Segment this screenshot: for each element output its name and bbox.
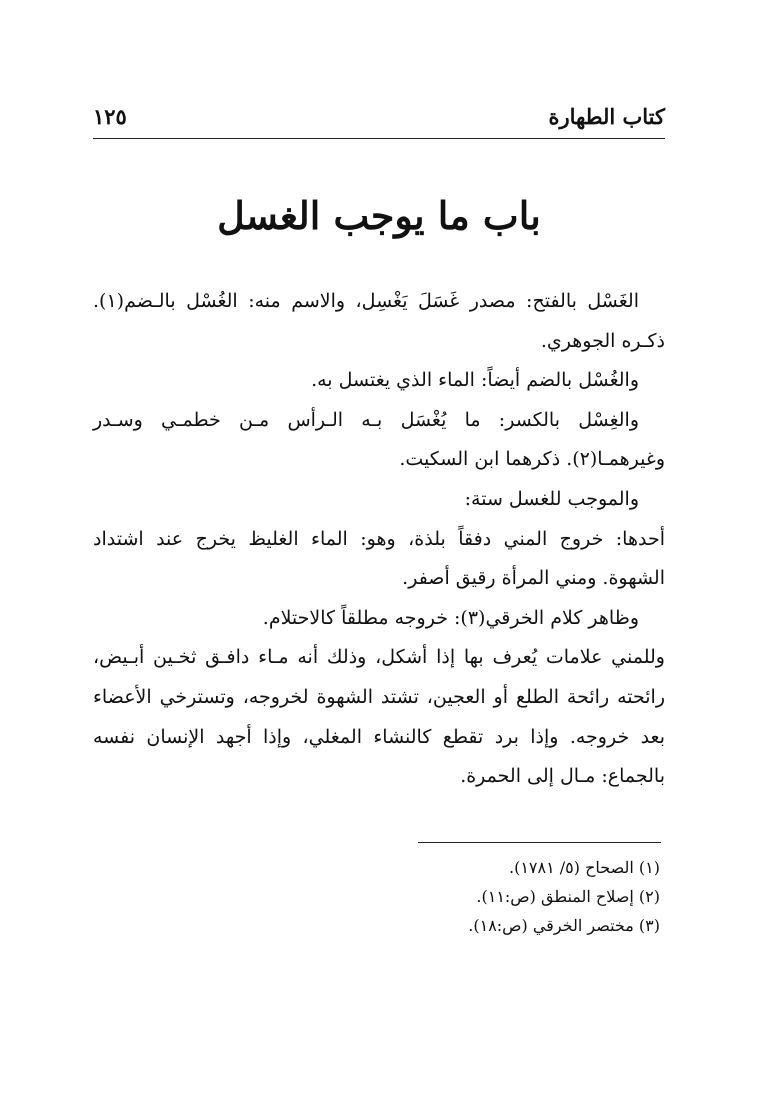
footnote: (١) الصحاح (٥/ ١٧٨١). [508, 858, 660, 877]
paragraph: الغَسْل بالفتح: مصدر غَسَلَ يَغْسِل، والاسم منه: الغُسْل بالـضم(١). ذكـره الجوهري. [93, 290, 665, 352]
paragraph: والغُسْل بالضم أيضاً: الماء الذي يغتسل به. [311, 369, 639, 392]
header-rule [93, 138, 665, 139]
chapter-title: باب ما يوجب الغسل [217, 193, 541, 238]
paragraph: والموجب للغسل ستة: [464, 487, 639, 510]
page-number: ١٢٥ [93, 104, 127, 129]
paragraph: والغِسْل بالكسر: ما يُغْسَل بـه الـرأس مـن خطمـي وسـدر وغيرهمـا(٢). ذكرهما ابن السكيت. [93, 408, 665, 471]
footnotes [400, 853, 660, 940]
footnote-rule [418, 842, 661, 843]
footnote: (٣) مختصر الخرقي (ص:١٨). [468, 916, 660, 935]
footnote: (٢) إصلاح المنطق (ص:١١). [476, 887, 660, 906]
running-title: كتاب الطهارة [548, 104, 665, 129]
paragraph: وظاهر كلام الخرقي(٣): خروجه مطلقاً كالاحتلام. [262, 606, 639, 629]
body-text [93, 282, 665, 797]
running-header [93, 104, 665, 136]
paragraph: أحدها: خروج المني دفقاً بلذة، وهو: الماء الغليظ يخرج عند اشتداد الشهوة. ومني المرأة رقيق أصفر. [93, 527, 665, 590]
paragraph: وللمني علامات يُعرف بها إذا أشكل، وذلك أنه مـاء دافـق ثخـين أبـيض، رائحته رائحة الطلع أو العجين، تشتد الشهوة لخروجه، وتسترخي الأعضاء بعد خروجه. وإذا برد تقطع كالنشاء المغلي، وإذا أجهد الإنسان نفسه بالجماع: مـال إلى الحمرة. [93, 646, 665, 788]
